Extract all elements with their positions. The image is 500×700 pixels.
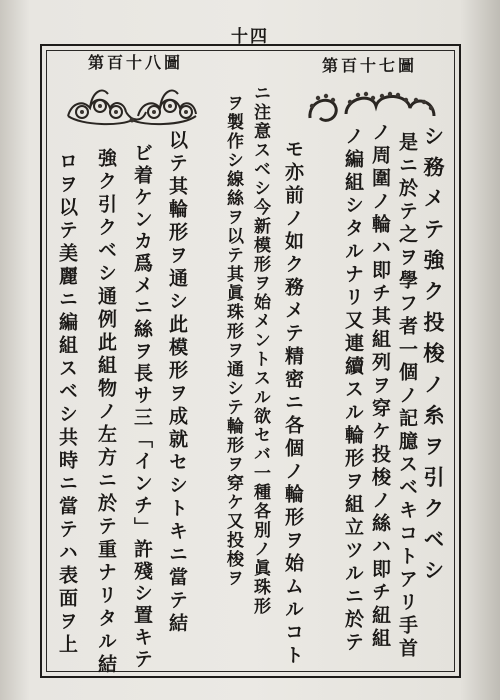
text-column-1: シ務メテ強ク投梭ノ糸ヲ引クベシ <box>421 125 446 590</box>
figure-118-illustration <box>62 78 202 138</box>
text-column-8: 以テ其輪形ヲ通シ此模形ヲ成就セシトキニ當テ結 <box>166 130 188 636</box>
figure-118-caption: 第百十八圖 <box>88 53 184 72</box>
text-column-9: ビ着ケンカ爲メニ絲ヲ長サ三「インチ」許殘シ置キテ <box>131 143 153 671</box>
text-column-11: ロヲ以テ美麗ニ編組スベシ共時ニ當テハ表面ヲ上 <box>56 151 78 657</box>
text-column-5: モ亦前ノ如ク務メテ精密ニ各個ノ輪形ヲ始ムルコト <box>282 139 304 668</box>
text-column-4: ノ編組シタルナリ又連續スル輪形ヲ組立ツルニ於テ <box>342 126 364 655</box>
text-column-7: ヲ製作シ線絲ヲ以テ其眞珠形ヲ通シテ輪形ヲ穿ケ又投梭ヲ <box>223 94 243 588</box>
page-number: 十四 <box>231 27 269 47</box>
text-column-6: ニ注意スベシ今新模形ヲ始メントスル欲セバ一種各別ノ眞珠形 <box>250 84 270 616</box>
text-column-2: 是ニ於テ之ヲ學フ者一個ノ記臆スベキコトアリ手首 <box>396 132 418 661</box>
text-column-10: 強ク引クベシ通例此組物ノ左方ニ於テ重ナリタル結 <box>95 148 117 677</box>
text-column-3: ノ周圍ノ輪ハ即チ其組列ヲ穿ケ投梭ノ絲ハ即チ紐組 <box>369 122 391 651</box>
figure-117-caption: 第百十七圖 <box>322 56 418 75</box>
